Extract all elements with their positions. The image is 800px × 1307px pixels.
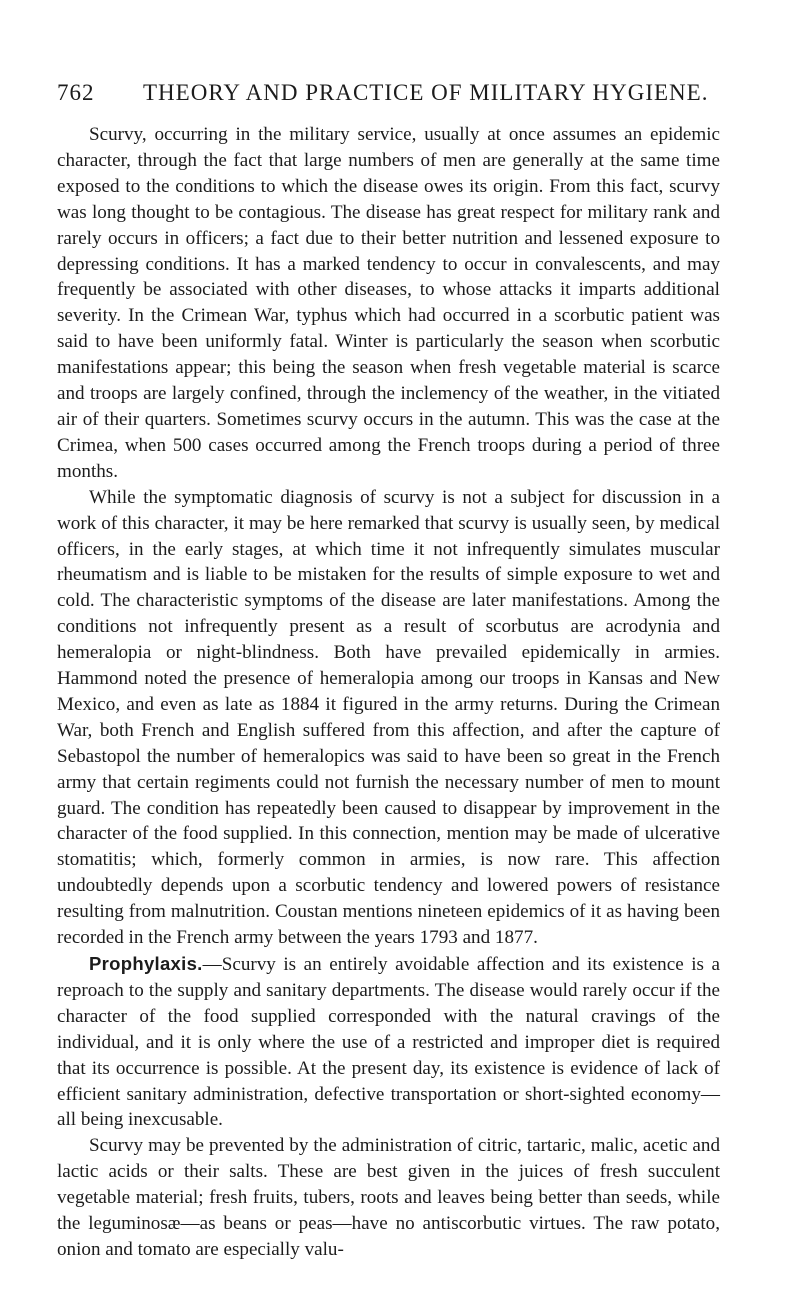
paragraph-scurvy-epidemic: Scurvy, occurring in the military service, usually at once assumes an epidemic character, through the fact that large numbers of men are generally at the same time exposed to the conditions to which the disease owes its origin. From this fact, scurvy was long thought to be contagious. The disease has great respect for military rank and rarely occurs in officers; a fact due to their better nutrition and lessened exposure to depressing conditions. It has a marked tendency to occur in convalescents, and may frequently be associated with other diseases, to whose attacks it imparts additional severity. In the Crimean War, typhus which had occurred in a scorbutic patient was said to have been uniformly fatal. Winter is particularly the season when scorbutic manifestations appear; this being the season when fresh vegetable material is scarce and troops are largely confined, through the inclemency of the weather, in the vitiated air of their quarters. Sometimes scurvy occurs in the autumn. This was the case at the Crimea, when 500 cases occurred among the French troops during a period of three months. — [57, 124, 720, 482]
running-title: THEORY AND PRACTICE OF MILITARY HYGIENE. — [143, 80, 709, 105]
prophylaxis-heading: Prophylaxis. — [89, 953, 203, 974]
prophylaxis-text: —Scurvy is an entirely avoidable affection and its existence is a reproach to the supply and sanitary departments. The disease would rarely occur if the character of the food supplied corresponded with the natural cravings of the individual, and it is only where the use of a restricted and improper diet is required that its occurrence is possible. At the present day, its existence is evidence of lack of efficient sanitary administration, defective transportation or short-sighted economy—all being inexcusable. — [57, 954, 720, 1131]
paragraph-symptomatic-diagnosis: While the symptomatic diagnosis of scurvy is not a subject for discussion in a work of this character, it may be here remarked that scurvy is usually seen, by medical officers, in the early stages, at which time it not infrequently simulates muscular rheumatism and is liable to be mistaken for the results of simple exposure to wet and cold. The characteristic symptoms of the disease are later manifestations. Among the conditions not infrequently present as a result of scorbutus are acrodynia and hemeralopia or night-blindness. Both have prevailed epidemically in armies. Hammond noted the presence of hemeralopia among our troops in Kansas and New Mexico, and even as late as 1884 it figured in the army returns. During the Crimean War, both French and English suffered from this affection, and after the capture of Sebastopol the number of hemeralopics was said to have been so great in the French army that certain regiments could not furnish the necessary number of men to mount guard. The condition has repeatedly been caused to disappear by improvement in the character of the food supplied. In this connection, mention may be made of ulcerative stomatitis; which, formerly common in armies, is now rare. This affection undoubtedly depends upon a scorbutic tendency and lowered powers of resistance resulting from malnutrition. Coustan mentions nineteen epidemics of it as having been recorded in the French army between the years 1793 and 1877. — [57, 486, 720, 949]
page-number: 762 — [57, 80, 95, 105]
body-text — [57, 122, 720, 1263]
paragraph-prophylaxis — [57, 951, 720, 1133]
page-header — [57, 80, 720, 114]
paragraph-prevention: Scurvy may be prevented by the administration of citric, tartaric, malic, acetic and lactic acids or their salts. These are best given in the juices of fresh succulent vegetable material; fresh fruits, tubers, roots and leaves being better than seeds, while the leguminosæ—as beans or peas—have no antiscorbutic virtues. The raw potato, onion and tomato are especially valu- — [57, 1135, 720, 1260]
